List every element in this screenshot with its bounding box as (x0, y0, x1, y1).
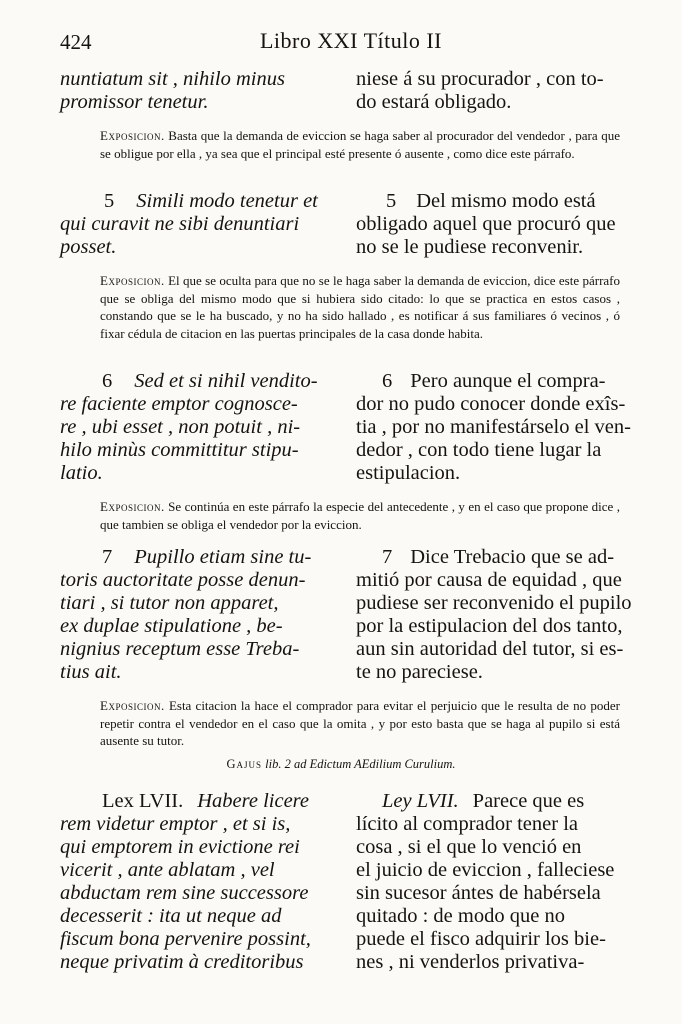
latin-line: 6 Sed et si nihil vendito- (102, 370, 318, 392)
spanish-line: nes , ni venderlos privativa- (356, 951, 585, 973)
spanish-line: aun sin autoridad del tutor, si es- (356, 638, 624, 660)
paragraph-number: 5 (386, 190, 397, 212)
spanish-line: mitió por causa de equidad , que (356, 569, 622, 591)
latin-line: re , ubi esset , non potuit , ni- (60, 416, 301, 438)
spanish-line: dedor , con todo tiene lugar la (356, 439, 602, 461)
spanish-line: 5 Del mismo modo está (386, 190, 596, 212)
latin-line: 7 Pupillo etiam sine tu- (102, 546, 312, 568)
latin-text (60, 370, 340, 485)
paragraph-number: 5 (104, 190, 115, 212)
spanish-line: por la estipulacion del dos tanto, (356, 615, 623, 637)
latin-line: promissor tenetur. (60, 91, 209, 113)
latin-text (60, 68, 340, 114)
source-reference: lib. 2 ad Edictum AEdilium Curulium. (265, 757, 456, 771)
source-author: Gajus (226, 757, 262, 771)
latin-line: neque privatim à creditoribus (60, 951, 304, 973)
spanish-line: obligado aquel que procuró que (356, 213, 616, 235)
spanish-line: el juicio de eviccion , falleciese (356, 859, 615, 881)
spanish-line: cosa , si el que lo venció en (356, 836, 582, 858)
latin-line: ex duplae stipulatione , be- (60, 615, 283, 637)
latin-line: rem videtur emptor , et si is, (60, 813, 291, 835)
latin-line: qui curavit ne sibi denuntiari (60, 213, 300, 235)
latin-line: hilo minùs committitur stipu- (60, 439, 299, 461)
latin-text (60, 190, 340, 259)
latin-line: qui emptorem in evictione rei (60, 836, 300, 858)
spanish-line: te no pareciese. (356, 661, 483, 683)
latin-line: 5 Simili modo tenetur et (104, 190, 318, 212)
spanish-text (356, 68, 648, 114)
source-citation (0, 757, 682, 772)
latin-line: decesserit : ita ut neque ad (60, 905, 282, 927)
lex-label: Lex LVII. (102, 790, 184, 812)
exposicion-label: Exposicion. (100, 128, 165, 143)
exposicion-note (100, 697, 620, 750)
latin-line: tius ait. (60, 661, 122, 683)
latin-line: abductam rem sine successore (60, 882, 309, 904)
latin-line: latio. (60, 462, 103, 484)
latin-line: nignius receptum esse Treba- (60, 638, 300, 660)
exposicion-label: Exposicion. (100, 273, 165, 288)
spanish-line: dor no pudo conocer donde exîs- (356, 393, 626, 415)
spanish-text (356, 190, 648, 259)
paragraph-number: 6 (102, 370, 113, 392)
exposicion-note (100, 127, 620, 162)
spanish-line: do estará obligado. (356, 91, 512, 113)
spanish-line: sin sucesor ántes de habérsela (356, 882, 601, 904)
ley-label: Ley LVII. (382, 790, 459, 812)
latin-line: tiari , si tutor non apparet, (60, 592, 279, 614)
spanish-text (356, 546, 648, 684)
spanish-line: Ley LVII. Parece que es (382, 790, 585, 812)
exposicion-label: Exposicion. (100, 499, 165, 514)
spanish-line: 6 Pero aunque el compra- (382, 370, 606, 392)
spanish-line: pudiese ser reconvenido el pupilo (356, 592, 632, 614)
latin-line: Lex LVII. Habere licere (102, 790, 309, 812)
exposicion-note (100, 272, 620, 342)
spanish-text (356, 370, 648, 485)
exposicion-label: Exposicion. (100, 698, 165, 713)
latin-line: posset. (60, 236, 117, 258)
paragraph-number: 7 (102, 546, 113, 568)
latin-line: fiscum bona pervenire possint, (60, 928, 311, 950)
latin-line: toris auctoritate posse denun- (60, 569, 306, 591)
running-title: Libro XXI Título II (259, 28, 442, 53)
spanish-line: puede el fisco adquirir los bie- (356, 928, 606, 950)
spanish-text (356, 790, 648, 974)
paragraph-number: 6 (382, 370, 393, 392)
exposicion-text: Basta que la demanda de eviccion se haga saber al procurador del vendedor , para que se obligue por ella , ya sea que el principal esté presente ó ausente , como dice este párrafo. (100, 128, 621, 161)
spanish-line: lícito al comprador tener la (356, 813, 578, 835)
latin-text (60, 546, 340, 684)
exposicion-note (100, 498, 620, 533)
exposicion-text: Esta citacion la hace el comprador para evitar el perjuicio que le resulta de no poder repetir contra el vendedor en el caso que la omita , y por esto basta que se haga al pupilo si está ausente su tutor. (100, 698, 620, 749)
latin-line: re faciente emptor cognosce- (60, 393, 298, 415)
latin-line: vicerit , ante ablatam , vel (60, 859, 275, 881)
latin-text (60, 790, 340, 974)
paragraph-number: 7 (382, 546, 393, 568)
spanish-line: estipulacion. (356, 462, 461, 484)
exposicion-text: Se continúa en este párrafo la especie del antecedente , y en el caso que propone dice , que tambien se obliga el vendedor por la eviccion. (100, 499, 621, 532)
spanish-line: tia , por no manifestárselo el ven- (356, 416, 631, 438)
spanish-line: niese á su procurador , con to- (356, 68, 604, 90)
page-header (60, 28, 642, 58)
latin-line: nuntiatum sit , nihilo minus (60, 68, 285, 90)
spanish-line: quitado : de modo que no (356, 905, 565, 927)
spanish-line: 7 Dice Trebacio que se ad- (382, 546, 615, 568)
page-number: 424 (60, 30, 92, 54)
spanish-line: no se le pudiese reconvenir. (356, 236, 584, 258)
exposicion-text: El que se oculta para que no se le haga saber la demanda de eviccion, dice este párrafo que se obliga del mismo modo que si hubiera sido citado: lo que se practica en estos casos , constando que se le ha buscado, y no ha sido hallado , es notificar á sus familiares ó vecinos , ó fixar cédula de citacion en las puertas principales de la casa donde habita. (100, 273, 621, 341)
